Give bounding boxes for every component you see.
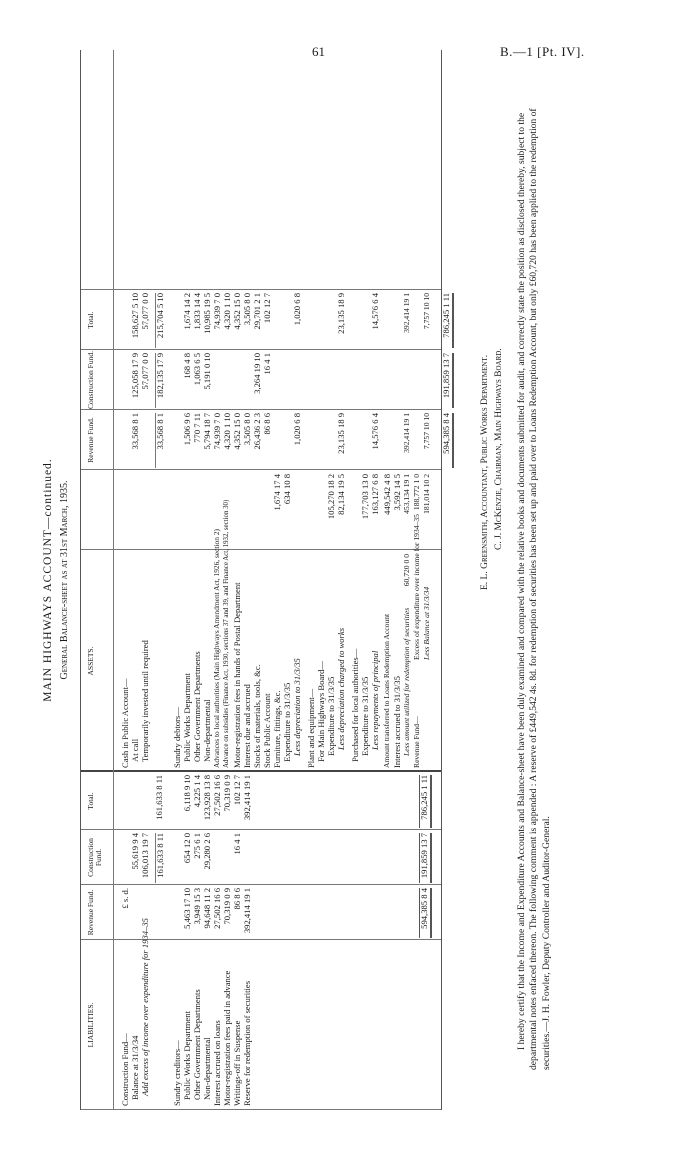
asset-detail-value: 181,014 10 2 (422, 474, 431, 514)
asset-revenue-heading: Revenue Fund. (86, 417, 95, 463)
asset-total-value: 102 12 7 (262, 293, 272, 324)
liab-revenue-value: 70,319 0 9 (222, 888, 232, 925)
liab-revenue-value: 392,414 19 1 (242, 888, 252, 934)
asset-detail-value: 60,720 0 0 (402, 554, 411, 587)
asset-item: Excess of expenditure over income for 1934–35 (412, 514, 421, 660)
liab-construction-value: 16 4 1 (232, 833, 242, 855)
asset-revenue-value: 4,320 1 10 (222, 413, 232, 450)
asset-item: For Main Highways Board— (316, 661, 326, 762)
asset-item: Motor-registration fees in hands of Postal Department (232, 582, 242, 768)
balance-sheet (40, 50, 680, 1110)
asset-revenue-value: 770 7 11 (192, 413, 202, 443)
liab-grand-total: 786,245 1 11 (419, 775, 432, 828)
asset-total-value: 1,674 14 2 (182, 293, 192, 330)
liab-construction-value: 275 6 1 (192, 833, 202, 859)
liab-construction-value: 654 12 0 (182, 833, 192, 864)
liab-total-value: 4,225 1 4 (192, 775, 202, 808)
asset-detail-value: 105,270 18 2 (326, 474, 336, 520)
audit-certificate: I hereby certify that the Income and Expenditure Accounts and Balance-sheet have been duly examined and compared with the relative books and documents submitted for audit, and correctly state the position as disclosed thereby, subject to the departmental notes enfaced thereon. The following comment is appended : A reserve of £449,542 4s. 8d. for redemption of securities has been set up and paid over to Loans Redemption Account, but only £60,720 has been applied to the redemption of securities.—J. H. Fowler, Deputy Controller and Auditor-General. (516, 108, 552, 1070)
asset-total-value: 23,135 18 9 (336, 293, 346, 334)
page-reference: B.—1 [Pt. IV]. (500, 44, 585, 59)
asset-revenue-value: 1,020 6 8 (292, 413, 302, 446)
sheet-subtitle: General Balance-sheet as at 31st March, 1935. (59, 480, 71, 680)
asset-total-value: 29,701 2 1 (252, 293, 262, 330)
asset-construction-value: 5,191 0 10 (202, 353, 212, 390)
asset-item: Plant and equipment— (306, 688, 316, 768)
asset-total-value: 4,320 1 10 (222, 293, 232, 330)
asset-construction-heading: Construction Fund. (86, 351, 95, 409)
asset-detail-value: 453,134 19 1 (402, 474, 411, 514)
liab-item: Construction Fund— (120, 1033, 130, 1106)
liab-item: Add excess of income over expenditure for 1934–35 (140, 918, 150, 1096)
asset-item: Sundry debtors— (172, 707, 182, 768)
asset-revenue-value: 1,506 9 6 (182, 413, 192, 446)
balance-table (80, 50, 442, 1110)
asset-revenue-value: 86 8 6 (262, 413, 272, 435)
asset-construction-value: 168 4 8 (182, 353, 192, 379)
asset-total-value: 10,985 19 5 (202, 293, 212, 334)
asset-item: Less Balance at 31/3/34 (422, 586, 431, 660)
liab-grand-revenue: 594,385 8 4 (419, 888, 432, 938)
liab-revenue-value: 27,502 16 6 (212, 888, 222, 929)
liab-total-value: 161,633 8 11 (154, 775, 164, 820)
asset-total-value: 74,939 7 0 (212, 293, 222, 330)
asset-item: Expenditure to 31/3/35 (326, 676, 336, 756)
asset-item: Advances to local authorities (Main Highways Amendment Act, 1926, section 2) (212, 529, 221, 768)
liab-total-value: 102 12 7 (232, 775, 242, 806)
liab-construction-value: 161,633 8 11 (155, 833, 166, 883)
asset-item: Furniture, fittings, &c. (272, 690, 282, 768)
asset-construction-value: 57,077 0 0 (140, 353, 150, 390)
liab-total-value: 27,502 16 6 (212, 775, 222, 816)
asset-item: Interest accrued to 31/3/35 (392, 676, 402, 768)
asset-detail-value: 1,674 17 4 (272, 474, 282, 511)
asset-detail-value: 634 10 8 (282, 474, 292, 505)
liab-construction-value: 106,013 19 7 (140, 833, 150, 879)
asset-grand-revenue: 594,385 8 4 (442, 413, 454, 468)
liab-construction-heading: Construction Fund. (86, 838, 104, 877)
asset-item: Stock Public Account (262, 693, 272, 768)
page-number: 61 (312, 44, 325, 59)
asset-revenue-value: 26,436 2 3 (252, 413, 262, 450)
asset-item: Non-departmental (202, 699, 212, 762)
asset-item: Advance on subsidies (Finance Act, 1930, sections 37 and 39, and Finance Act, 1932, section 30) (223, 499, 230, 768)
liab-item: Reserve for redemption of securities (242, 980, 252, 1106)
asset-construction-value: 3,264 19 10 (252, 353, 262, 394)
asset-detail-value: 449,542 4 8 (382, 474, 392, 515)
asset-total-value: 4,352 15 0 (232, 293, 242, 330)
liab-item: Writings-off in Suspense (232, 1020, 242, 1106)
liab-revenue-value: 5,463 17 10 (182, 888, 192, 929)
asset-revenue-value: 14,576 6 4 (370, 413, 380, 450)
asset-revenue-value: 33,568 8 1 (130, 413, 140, 450)
asset-detail-value: 188,772 1 0 (412, 474, 421, 511)
liab-item: Other Government Departments (192, 989, 202, 1100)
liabilities-heading: LIABILITIES. (86, 1002, 95, 1048)
asset-item: Expenditure to 31/3/35 (282, 682, 292, 762)
asset-item: At call (130, 738, 140, 762)
asset-item: Other Government Departments (192, 651, 202, 762)
asset-detail-value: 177,703 13 0 (360, 474, 370, 520)
asset-total-value: 57,077 0 0 (140, 293, 150, 330)
units-label: £ s. d. (120, 888, 130, 909)
asset-revenue-value: 7,757 10 10 (422, 413, 431, 450)
liab-total-value: 392,414 19 1 (242, 775, 252, 821)
asset-construction-value: 182,135 17 9 (155, 353, 166, 408)
liab-total-value: 6,118 9 10 (182, 775, 192, 812)
asset-detail-value: 163,127 6 8 (370, 474, 380, 515)
liab-total-value: 123,928 13 8 (202, 775, 212, 821)
liab-revenue-value: 86 8 6 (232, 888, 242, 910)
liab-construction-value: 29,280 2 6 (202, 833, 212, 870)
signature-chairman: C. J. McKenzie, Chairman, Main Highways Board. (494, 348, 504, 550)
asset-total-value: 392,414 19 1 (402, 293, 411, 333)
asset-construction-value: 125,058 17 9 (130, 353, 140, 399)
asset-grand-total: 786,245 1 11 (442, 293, 454, 348)
asset-revenue-value: 3,505 8 0 (242, 413, 252, 446)
asset-revenue-value: 392,414 19 1 (402, 413, 411, 453)
asset-total-value: 158,627 5 10 (130, 293, 140, 339)
asset-item: Amount transferred to Loans Redemption Account (382, 613, 391, 768)
asset-item: Less repayments of principal (370, 650, 380, 750)
liab-item: Balance at 31/3/34 (130, 1035, 140, 1100)
asset-item: Purchased for local authorities— (350, 648, 360, 762)
asset-item: Interest due and accrued (242, 684, 252, 768)
asset-item: Cash in Public Account— (120, 678, 130, 768)
asset-item: Less amount utilized for redemption of securities (402, 607, 411, 756)
asset-total-heading: Total. (86, 311, 95, 329)
signature-accountant: E. L. Greensmith, Accountant, Public Works Department. (480, 354, 490, 590)
asset-item: Stocks of materials, tools, &c. (252, 664, 262, 768)
asset-revenue-value: 5,794 18 7 (202, 413, 212, 450)
liab-item: Sundry creditors— (172, 1040, 182, 1106)
asset-revenue-value: 74,939 7 0 (212, 413, 222, 450)
asset-grand-construction: 191,859 13 7 (442, 353, 454, 408)
asset-total-value: 1,833 14 4 (192, 293, 202, 330)
asset-total-value: 215,704 5 10 (155, 293, 166, 348)
asset-item: Expenditure to 31/3/35 (360, 676, 370, 756)
asset-item: Public Works Department (182, 673, 192, 762)
liab-construction-value: 55,619 9 4 (130, 833, 140, 870)
asset-total-value: 14,576 6 4 (370, 293, 380, 330)
liab-grand-construction: 191,859 13 7 (419, 833, 432, 883)
asset-revenue-value: 23,135 18 9 (336, 413, 346, 454)
asset-total-value: 7,757 10 10 (422, 293, 431, 330)
liab-total-heading: Total. (86, 792, 95, 810)
assets-heading: ASSETS. (86, 646, 95, 676)
asset-total-value: 3,505 8 0 (242, 293, 252, 326)
asset-detail-value: 82,134 19 5 (336, 474, 346, 515)
liab-total-value: 70,319 0 9 (222, 775, 232, 812)
asset-detail-value: 3,592 14 5 (392, 474, 402, 511)
asset-construction-value: 16 4 1 (262, 353, 272, 375)
asset-total-value: 1,020 6 8 (292, 293, 302, 326)
asset-construction-value: 1,063 6 5 (192, 353, 202, 386)
asset-item: Revenue Fund— (412, 716, 421, 768)
asset-item: Less depreciation charged to works (336, 627, 346, 750)
asset-item: Less depreciation to 31/3/35 (292, 658, 302, 756)
liab-item: Interest accrued on loans (212, 1020, 222, 1106)
liab-revenue-value: 3,949 15 3 (192, 888, 202, 925)
liab-item: Public Works Department (182, 1011, 192, 1100)
asset-revenue-value: 33,568 8 1 (155, 413, 166, 468)
account-title: MAIN HIGHWAYS ACCOUNT—continued. (42, 458, 54, 702)
liab-revenue-value: 94,648 11 2 (202, 888, 212, 929)
liab-item: Motor-registration fees paid in advance (222, 970, 232, 1106)
liab-revenue-heading: Revenue Fund. (86, 889, 95, 936)
asset-revenue-value: 4,352 15 0 (232, 413, 242, 450)
liab-item: Non-departmental (202, 1037, 212, 1100)
asset-item: Temporarily invested until required (140, 640, 150, 762)
